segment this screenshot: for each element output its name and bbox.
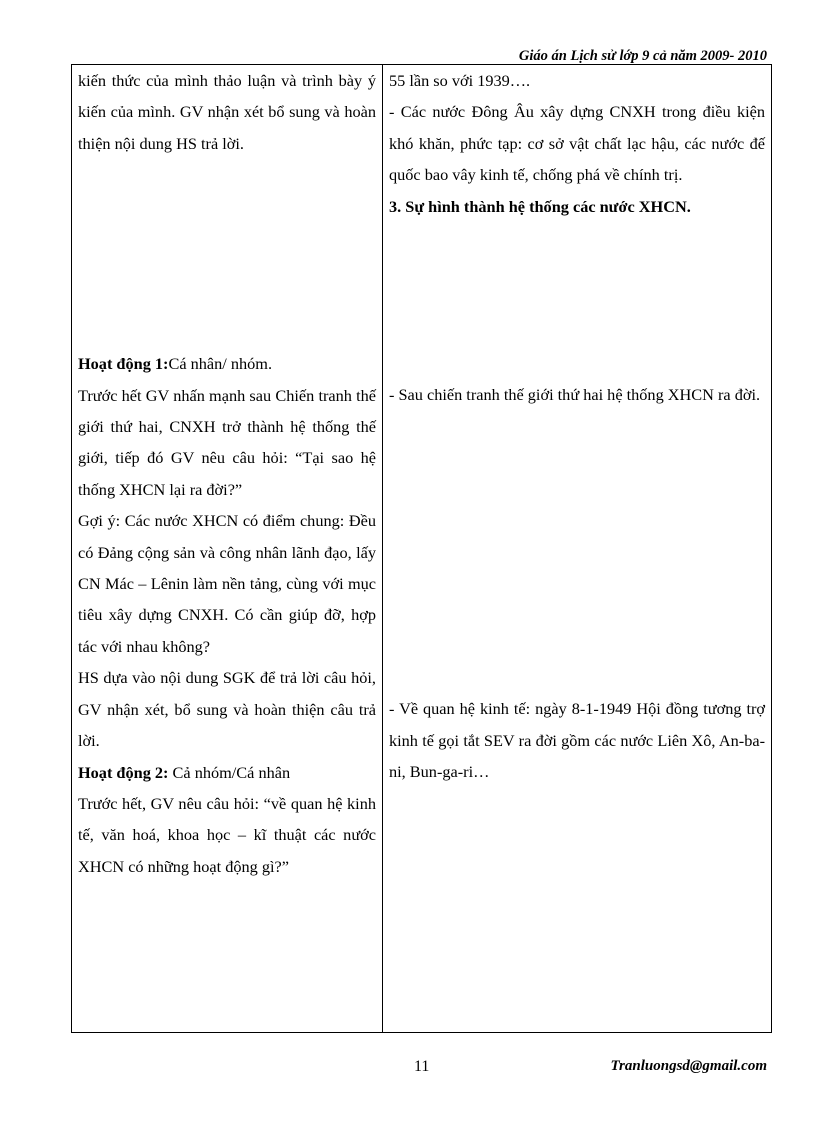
left-paragraph-2: Trước hết GV nhấn mạnh sau Chiến tranh thế giới thứ hai, CNXH trở thành hệ thống thế giới, tiếp đó GV nêu câu hỏi: “Tại sao hệ thống XHCN lại ra đời?” [78,385,376,499]
spacer [389,222,765,379]
document-header: Giáo án Lịch sử lớp 9 cả năm 2009- 2010 [518,48,767,64]
page-number: 11 [414,1058,430,1075]
right-paragraph-2: - Các nước Đông Âu xây dựng CNXH trong điều kiện khó khăn, phức tạp: cơ sở vật chất lạc hậu, các nước đế quốc bao vây kinh tế, chống phá về chính trị. [389,102,765,185]
left-paragraph-1: kiến thức của mình thảo luận và trình bày ý kiến của mình. GV nhận xét bổ sung và hoàn thiện nội dung HS trả lời. [78,71,376,153]
lesson-content-column [383,65,772,1033]
left-paragraph-4: HS dựa vào nội dung SGK để trả lời câu hỏi, GV nhận xét, bổ sung và hoàn thiện câu trả lời. [78,668,376,751]
activity-1-heading [78,348,376,379]
section-3-heading: 3. Sự hình thành hệ thống các nước XHCN. [389,196,691,216]
right-paragraph-4: - Về quan hệ kinh tế: ngày 8-1-1949 Hội đồng tương trợ kinh tế gọi tắt SEV ra đời gồm các nước Liên Xô, An-ba-ni, Bun-ga-ri… [389,699,765,782]
right-paragraph-1: 55 lần so với 1939…. [389,71,531,90]
spacer [78,159,376,348]
right-paragraph-3: - Sau chiến tranh thế giới thứ hai hệ thống XHCN ra đời. [389,385,761,405]
lesson-table [71,64,772,1033]
left-paragraph-5: Trước hết, GV nêu câu hỏi: “về quan hệ kinh tế, văn hoá, khoa học – kĩ thuật các nước XHCN có những hoạt động gì?” [78,793,376,876]
footer-email: Tranluongsd@gmail.com [610,1058,767,1074]
activity-2-label: Hoạt động 2: [78,762,169,782]
activity-1-label: Hoạt động 1: [78,354,169,374]
spacer [389,410,765,693]
teacher-student-activities-column [72,65,383,1033]
activity-2-mode: Cả nhóm/Cá nhân [168,762,291,782]
activity-1-mode: Cá nhân/ nhóm. [168,354,273,374]
activity-2-heading [78,757,376,788]
left-paragraph-hint: Gợi ý: Các nước XHCN có điểm chung: Đều có Đảng cộng sản và công nhân lãnh đạo, lấy CN Mác – Lênin làm nền tảng, cùng với mục tiêu xây dựng CNXH. Có cần giúp đỡ, hợp tác với nhau không? [78,511,376,656]
table-row [72,65,772,1033]
